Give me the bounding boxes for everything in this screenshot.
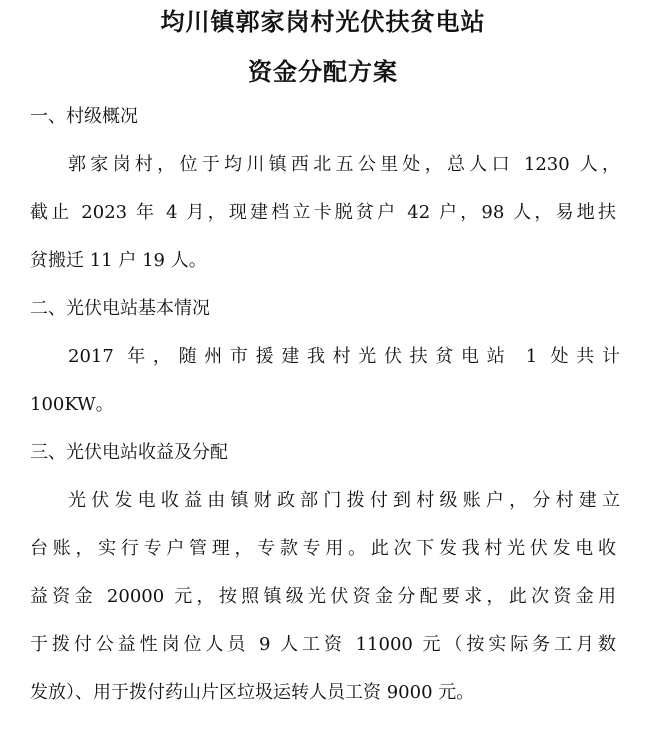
section-1-line-1: 郭家岗村，位于均川镇西北五公里处，总人口 1230 人， [68, 154, 620, 175]
section-3-heading: 三、光伏电站收益及分配 [30, 442, 228, 463]
section-3-line-3: 益资金 20000 元，按照镇级光伏资金分配要求，此次资金用 [30, 586, 616, 607]
document-title-line-2: 资金分配方案 [248, 57, 398, 86]
section-3-line-2: 台账，实行专户管理，专款专用。此次下发我村光伏发电收 [30, 538, 616, 559]
section-3-line-5: 发放）、用于拨付药山片区垃圾运转人员工资 9000 元。 [30, 682, 475, 703]
section-2-line-1: 2017 年，随州市援建我村光伏扶贫电站 1 处共计 [68, 346, 620, 367]
section-3-line-4: 于拨付公益性岗位人员 9 人工资 11000 元（按实际务工月数 [30, 634, 616, 655]
section-1-line-2: 截止 2023 年 4 月，现建档立卡脱贫户 42 户，98 人，易地扶 [30, 202, 616, 223]
document-title-line-1: 均川镇郭家岗村光伏扶贫电站 [160, 7, 486, 36]
section-2-heading: 二、光伏电站基本情况 [30, 298, 210, 319]
section-3-line-1: 光伏发电收益由镇财政部门拨付到村级账户，分村建立 [68, 490, 620, 511]
section-1-line-3: 贫搬迁 11 户 19 人。 [30, 250, 207, 271]
section-2-line-2: 100KW。 [30, 394, 114, 415]
section-1-heading: 一、村级概况 [30, 106, 138, 127]
